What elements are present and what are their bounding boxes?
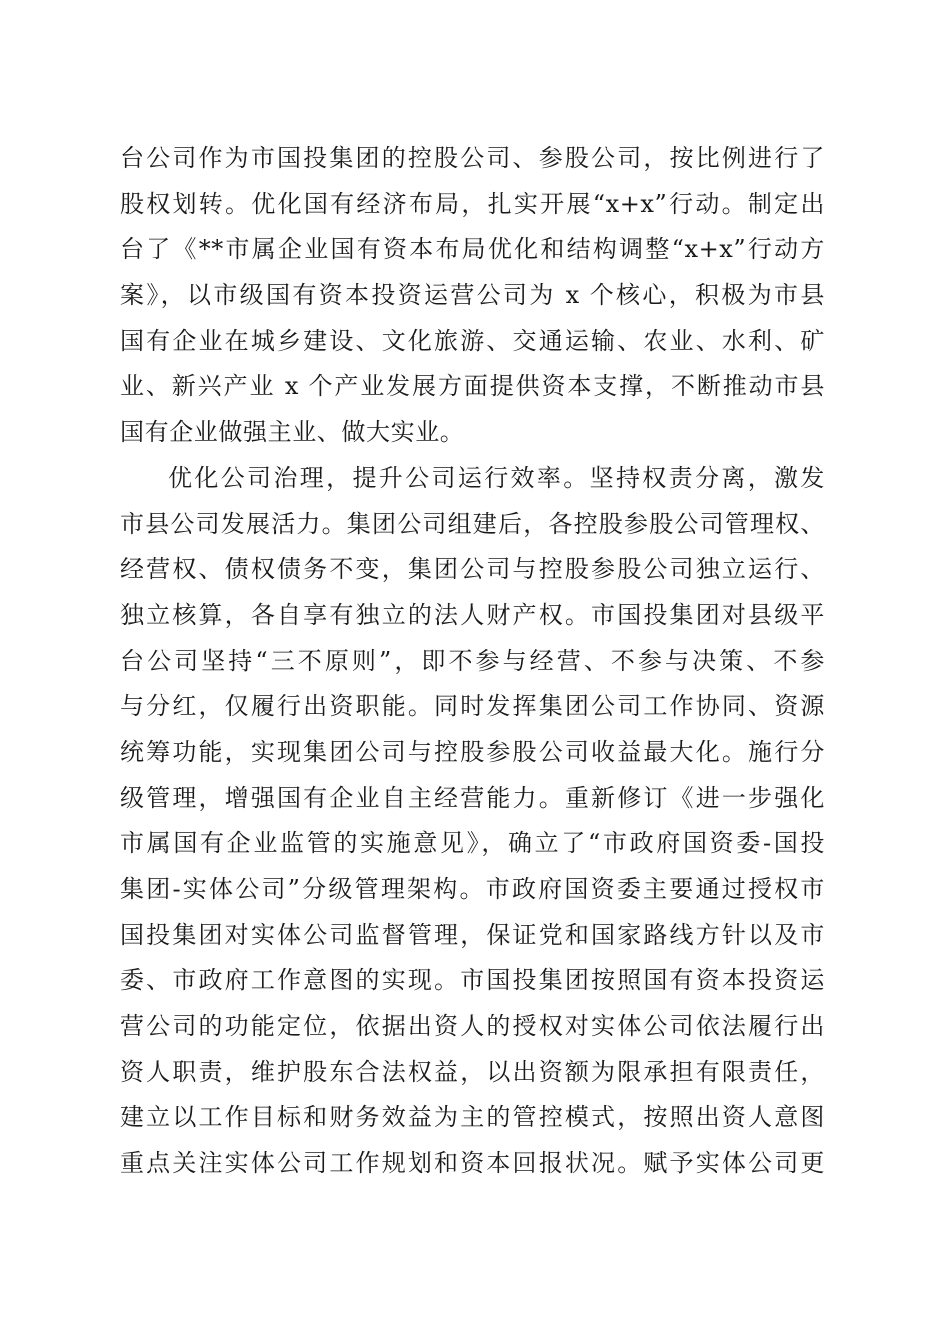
text-line: 独立核算，各自享有独立的法人财产权。市国投集团对县级平 — [120, 600, 825, 629]
text-line: 营公司的功能定位，依据出资人的授权对实体公司依法履行出 — [120, 1012, 825, 1041]
text-line: 股权划转。优化国有经济布局，扎实开展“x+x”行动。制定出 — [120, 189, 825, 218]
text-line: 业、新兴产业 x 个产业发展方面提供资本支撑，不断推动市县 — [120, 372, 825, 401]
text-line: 国投集团对实体公司监督管理，保证党和国家路线方针以及市 — [120, 920, 825, 949]
text-line: 经营权、债权债务不变，集团公司与控股参股公司独立运行、 — [120, 555, 825, 584]
text-line-first: 优化公司治理，提升公司运行效率。坚持权责分离，激发 — [168, 463, 825, 492]
text-line: 台了《**市属企业国有资本布局优化和结构调整“x+x”行动方 — [120, 235, 825, 264]
text-line: 案》，以市级国有资本投资运营公司为 x 个核心，积极为市县 — [120, 281, 825, 310]
paragraph-1 — [120, 136, 825, 456]
paragraph-2 — [120, 456, 825, 1233]
text-line: 市属国有企业监管的实施意见》，确立了“市政府国资委-国投 — [120, 829, 825, 858]
text-line: 台公司坚持“三不原则”，即不参与经营、不参与决策、不参 — [120, 646, 825, 675]
text-line: 委、市政府工作意图的实现。市国投集团按照国有资本投资运 — [120, 966, 825, 995]
text-line — [120, 1187, 825, 1233]
text-line: 国有企业在城乡建设、文化旅游、交通运输、农业、水利、矿 — [120, 326, 825, 355]
document-page — [120, 136, 825, 1233]
text-line: 级管理，增强国有企业自主经营能力。重新修订《进一步强化 — [120, 783, 825, 812]
text-line: 与分红，仅履行出资职能。同时发挥集团公司工作协同、资源 — [120, 692, 825, 721]
text-line: 统筹功能，实现集团公司与控股参股公司收益最大化。施行分 — [120, 737, 825, 766]
text-line: 资人职责，维护股东合法权益，以出资额为限承担有限责任， — [120, 1057, 825, 1086]
text-line: 市县公司发展活力。集团公司组建后，各控股参股公司管理权、 — [120, 509, 825, 538]
text-line: 建立以工作目标和财务效益为主的管控模式，按照出资人意图 — [120, 1103, 825, 1132]
text-line: 集团-实体公司”分级管理架构。市政府国资委主要通过授权市 — [120, 875, 825, 903]
text-line: 国有企业做强主业、做大实业。 — [120, 418, 465, 447]
text-line: 台公司作为市国投集团的控股公司、参股公司，按比例进行了 — [120, 144, 825, 172]
text-line: 重点关注实体公司工作规划和资本回报状况。赋予实体公司更 — [120, 1149, 825, 1178]
